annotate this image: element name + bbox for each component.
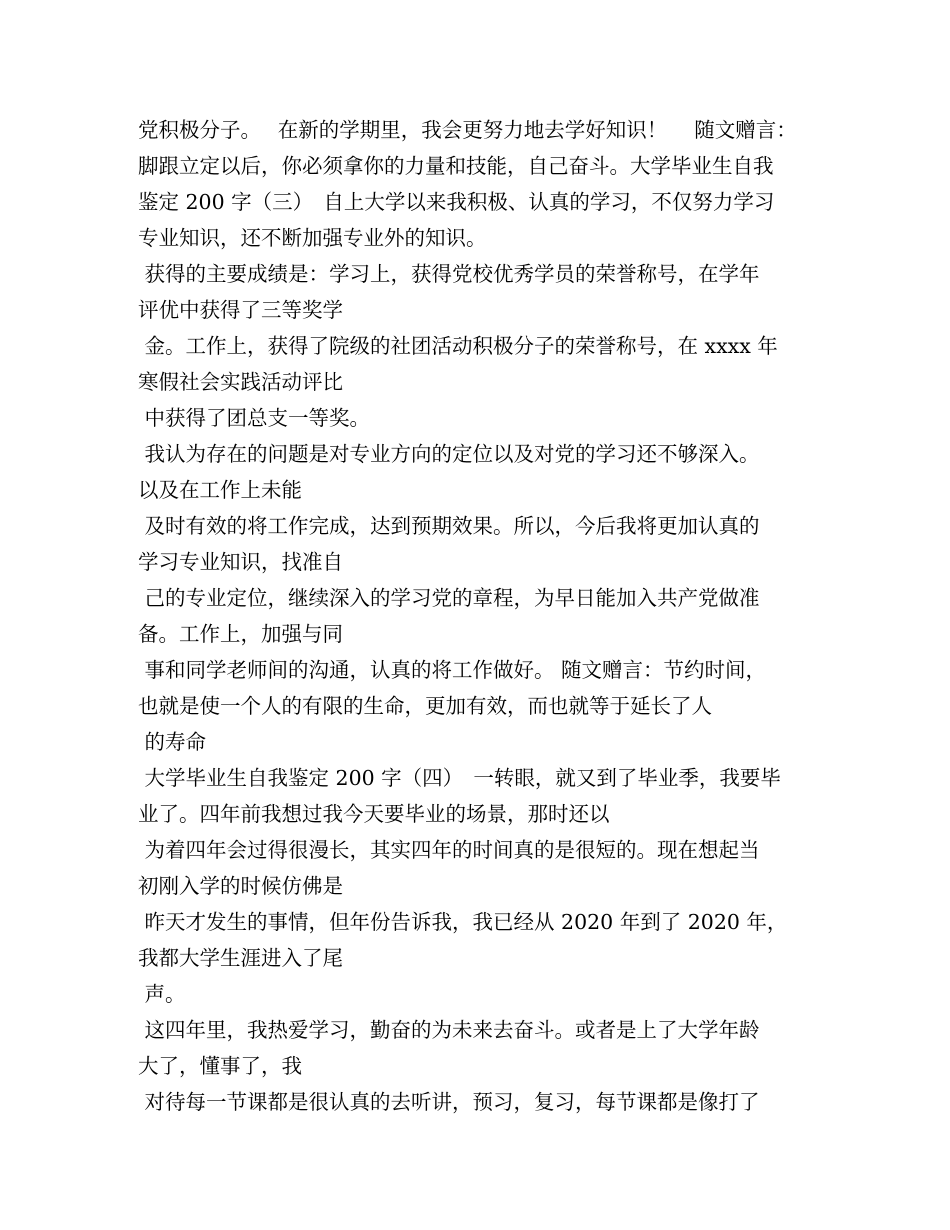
- text-line: 及时有效的将工作完成，达到预期效果。所以，今后我将更加认真的: [138, 514, 760, 538]
- text-line: 的寿命: [138, 730, 207, 754]
- text-line: 鉴定 200 字（三） 自上大学以来我积极、认真的学习，不仅努力学习: [138, 190, 775, 214]
- text-line: 这四年里，我热爱学习，勤奋的为未来去奋斗。或者是上了大学年龄: [138, 1018, 760, 1042]
- text-line: 评优中获得了三等奖学: [138, 298, 343, 322]
- text-line: 我都大学生涯进入了尾: [138, 946, 343, 970]
- text-line: 己的专业定位，继续深入的学习党的章程，为早日能加入共产党做准: [138, 586, 760, 610]
- text-line: 声。: [138, 982, 186, 1006]
- text-line: 业了。四年前我想过我今天要毕业的场景，那时还以: [138, 802, 610, 826]
- text-line: 也就是使一个人的有限的生命，更加有效，而也就等于延长了人: [138, 694, 712, 718]
- text-line: 大学毕业生自我鉴定 200 字（四） 一转眼，就又到了毕业季，我要毕: [138, 766, 781, 790]
- text-line: 寒假社会实践活动评比: [138, 370, 343, 394]
- text-line: 脚跟立定以后，你必须拿你的力量和技能，自己奋斗。大学毕业生自我: [138, 154, 774, 178]
- text-line: 事和同学老师间的沟通，认真的将工作做好。 随文赠言：节约时间，: [138, 658, 767, 682]
- text-line: 中获得了团总支一等奖。: [138, 406, 371, 430]
- text-line: 大了，懂事了，我: [138, 1054, 302, 1078]
- text-line: 我认为存在的问题是对专业方向的定位以及对党的学习还不够深入。: [138, 442, 760, 466]
- text-line: 昨天才发生的事情，但年份告诉我，我已经从 2020 年到了 2020 年，: [138, 910, 788, 934]
- text-line: 备。工作上，加强与同: [138, 622, 343, 646]
- text-line: 学习专业知识，找准自: [138, 550, 343, 574]
- text-line: 初刚入学的时候仿佛是: [138, 874, 343, 898]
- document-body: [138, 112, 828, 1120]
- text-line: 金。工作上，获得了院级的社团活动积极分子的荣誉称号，在 xxxx 年: [138, 334, 778, 358]
- text-line: 以及在工作上未能: [138, 478, 302, 502]
- text-line: 专业知识，还不断加强专业外的知识。: [138, 226, 487, 250]
- text-line: 获得的主要成绩是：学习上，获得党校优秀学员的荣誉称号，在学年: [138, 262, 760, 286]
- text-line: 为着四年会过得很漫长，其实四年的时间真的是很短的。现在想起当: [138, 838, 760, 862]
- text-line: 对待每一节课都是很认真的去听讲，预习，复习，每节课都是像打了: [138, 1090, 760, 1114]
- text-line: 党积极分子。 在新的学期里，我会更努力地去学好知识！ 随文赠言：: [138, 118, 797, 142]
